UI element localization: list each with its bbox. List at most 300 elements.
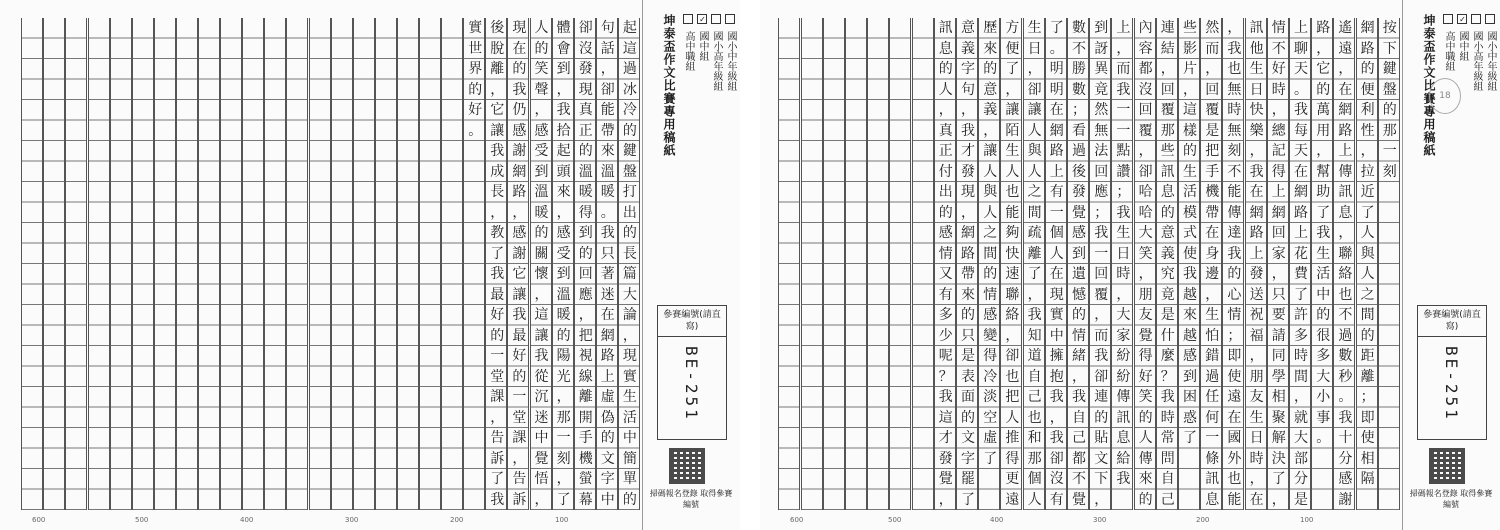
grid-cell-char: 即: [1360, 409, 1375, 426]
grid-cell-char: 我: [512, 307, 527, 323]
grid-cell-char: 脫: [490, 40, 505, 57]
group-option[interactable]: 國小中年級組: [1483, 14, 1497, 91]
grid-cell-char: 是: [1294, 491, 1308, 508]
grid-cell-char: 現: [512, 20, 527, 36]
grid-cell-char: 最: [512, 327, 527, 344]
grid-cell-char: 鍵: [622, 143, 637, 159]
entry-number-box[interactable]: [657, 305, 727, 440]
grid-cell-char: 又: [938, 266, 953, 282]
grid-cell-char: ，: [1338, 225, 1353, 241]
grid-cell-char: 路: [1249, 225, 1264, 241]
grid-column: [286, 18, 308, 510]
grid-cell-char: 我: [1049, 430, 1064, 446]
grid-column: [419, 18, 441, 510]
grid-cell-char: ，: [1116, 40, 1131, 57]
grid-cell-char: 使: [1227, 368, 1242, 385]
grid-cell-char: 部: [1294, 450, 1308, 467]
grid-cell-char: 樂: [1249, 122, 1264, 139]
grid-cell-char: 我: [1227, 40, 1242, 57]
grid-cell-char: 之: [983, 225, 998, 241]
grid-cell-char: 的: [622, 225, 637, 241]
scale-mark: 600: [32, 516, 46, 524]
qr-caption: 掃碼報名登錄 取得參賽編號: [649, 489, 733, 509]
grid-cell-char: 然: [1094, 102, 1109, 118]
grid-cell-char: 決: [1271, 450, 1286, 467]
grid-cell-char: 人: [1005, 163, 1020, 180]
grid-cell-char: 的: [938, 61, 953, 77]
grid-cell-char: 我: [1183, 266, 1197, 282]
grid-cell-char: 了: [1316, 204, 1331, 221]
grid-cell-char: 在: [1294, 163, 1308, 180]
grid-cell-char: 有: [1049, 184, 1064, 200]
grid-cell-char: 邊: [1205, 266, 1220, 282]
grid-cell-char: 堂: [490, 368, 505, 385]
grid-cell-char: 我: [961, 122, 975, 139]
grid-cell-char: 我: [1316, 225, 1331, 241]
checkbox-icon[interactable]: [1485, 14, 1495, 24]
grid-cell-char: 幫: [1316, 163, 1331, 180]
grid-cell-char: 陽: [556, 348, 571, 364]
grid-cell-char: 費: [1294, 266, 1308, 282]
scale-mark: 200: [1196, 516, 1210, 524]
grid-cell-char: 關: [534, 245, 549, 262]
grid-cell-char: 一: [490, 348, 505, 364]
grid-cell-char: ，: [1049, 409, 1064, 426]
grid-cell-char: 快: [1249, 102, 1264, 118]
grid-cell-char: 在: [1249, 184, 1264, 200]
grid-cell-char: ，: [622, 327, 637, 344]
grid-cell-char: 不: [1072, 40, 1086, 57]
grid-cell-char: ，: [578, 307, 593, 323]
grid-cell-char: 。: [1316, 430, 1331, 446]
grid-cell-char: ，: [1138, 143, 1153, 159]
grid-cell-char: 界: [468, 61, 483, 77]
grid-cell-char: ，: [1249, 143, 1264, 159]
grid-cell-char: 我: [490, 143, 505, 159]
checkbox-icon[interactable]: [683, 14, 693, 24]
grid-cell-char: 更: [1005, 471, 1020, 487]
grid-cell-char: 感: [512, 225, 527, 241]
grid-cell-char: 也: [1005, 368, 1020, 385]
grid-cell-char: 現: [1049, 286, 1064, 303]
group-option[interactable]: 國小高年級組: [709, 14, 723, 91]
grid-cell-char: ，: [1294, 389, 1308, 405]
grid-cell-char: 讚: [1116, 163, 1131, 180]
grid-cell-char: 。: [600, 204, 615, 221]
grid-cell-char: 來: [600, 143, 615, 159]
grid-cell-char: 文: [1094, 450, 1109, 467]
grid-cell-char: 十: [1338, 430, 1353, 446]
grid-cell-char: 後: [1072, 163, 1086, 180]
grid-cell-char: 覆: [1205, 102, 1220, 118]
grid-cell-char: 生: [1183, 163, 1197, 180]
grid-cell-char: 沒: [1049, 471, 1064, 487]
grid-cell-char: 不: [1072, 471, 1086, 487]
grid-cell-char: 卻: [1027, 81, 1042, 98]
grid-cell-char: 道: [1027, 348, 1042, 364]
grid-cell-char: 用: [1316, 122, 1331, 139]
entry-number-box[interactable]: [1417, 305, 1487, 440]
group-option[interactable]: 國小中年級組: [723, 14, 737, 91]
grid-cell-char: 請: [1271, 327, 1286, 344]
grid-column: [21, 18, 43, 510]
grid-cell-char: ，: [1138, 266, 1153, 282]
grid-cell-char: 他: [1249, 40, 1264, 57]
entry-number-value: BE-251: [682, 346, 701, 422]
grid-cell-char: 總: [1271, 122, 1286, 139]
grid-cell-char: 緒: [1072, 348, 1086, 364]
grid-cell-char: 事: [1316, 409, 1331, 426]
grid-column: [220, 18, 242, 510]
grid-cell-char: 夠: [1005, 225, 1020, 241]
grid-cell-char: 發: [938, 450, 953, 467]
grid-cell-char: 才: [961, 143, 975, 159]
grid-column: [889, 18, 911, 510]
grid-cell-char: 的: [1094, 409, 1109, 426]
checkbox-checked-icon[interactable]: ✓: [698, 15, 707, 24]
grid-cell-char: 活: [1316, 266, 1331, 282]
grid-cell-char: 任: [1205, 389, 1220, 405]
grid-cell-char: 我: [1227, 245, 1242, 262]
scale-mark: 500: [888, 516, 902, 524]
grid-cell-char: 謝: [512, 245, 527, 262]
grid-cell-char: 訝: [1094, 40, 1109, 57]
grid-cell-char: 己: [1160, 491, 1175, 508]
grid-cell-char: ，: [1027, 61, 1042, 77]
grid-cell-char: 正: [938, 143, 953, 159]
grid-cell-char: 連: [1094, 389, 1109, 405]
grid-cell-char: 教: [490, 225, 505, 241]
qr-code-icon[interactable]: [669, 448, 705, 484]
grid-cell-char: 點: [1116, 143, 1131, 159]
grid-cell-char: 相: [1360, 450, 1375, 467]
grid-cell-char: 天: [1294, 143, 1308, 159]
grid-cell-char: 學: [1271, 368, 1286, 385]
grid-cell-char: 的: [1072, 307, 1086, 323]
grid-cell-char: 也: [1005, 184, 1020, 200]
grid-cell-char: 這: [534, 307, 549, 323]
grid-cell-char: 人: [938, 81, 953, 98]
grid-cell-char: 與: [983, 184, 998, 200]
grid-cell-char: 在: [512, 40, 527, 57]
grid-cell-char: 面: [961, 389, 975, 405]
grid-cell-char: 訊: [1338, 184, 1353, 200]
grid-cell-char: 回: [1160, 81, 1175, 98]
grid-cell-char: 友: [1138, 307, 1153, 323]
grid-cell-char: 付: [938, 163, 953, 180]
grid-cell-char: 網: [1338, 102, 1353, 118]
grid-cell-char: 回: [1205, 81, 1220, 98]
grid-cell-char: 路: [1316, 20, 1331, 36]
grid-column: [132, 18, 154, 510]
grid-cell-char: 上: [1249, 245, 1264, 262]
grid-cell-char: 這: [622, 40, 637, 57]
grid-cell-char: 把: [578, 327, 593, 344]
grid-column: [485, 18, 507, 510]
grid-cell-char: 我: [1116, 204, 1131, 221]
group-option[interactable]: 國小高年級組: [1469, 14, 1483, 91]
checkbox-icon[interactable]: [1471, 14, 1481, 24]
grid-cell-char: 生: [622, 389, 637, 405]
grid-cell-char: 最: [490, 286, 505, 303]
grid-cell-char: 我: [1094, 348, 1109, 364]
writing-grid-right: [778, 18, 1400, 510]
grid-cell-char: 得: [1138, 348, 1153, 364]
grid-cell-char: 生: [1116, 225, 1131, 241]
checkbox-checked-icon[interactable]: ✓: [1458, 15, 1467, 24]
grid-cell-char: 的: [1316, 81, 1331, 98]
grid-cell-char: 的: [512, 61, 527, 77]
grid-cell-char: 祝: [1249, 307, 1264, 323]
grid-cell-char: 的: [1138, 491, 1153, 508]
checkbox-icon[interactable]: [725, 14, 735, 24]
grid-cell-char: 快: [1005, 245, 1020, 262]
grid-cell-char: 刻: [556, 450, 571, 467]
grid-cell-char: 謝: [512, 143, 527, 159]
grid-cell-char: 到: [1094, 20, 1109, 36]
grid-cell-char: 我: [1160, 389, 1175, 405]
grid-cell-char: 無: [1227, 81, 1242, 98]
grid-cell-char: 它: [1316, 61, 1331, 77]
grid-cell-char: 卻: [1005, 348, 1020, 364]
grid-cell-char: 了: [490, 471, 505, 487]
sheet-gap: [740, 0, 760, 530]
grid-column: [1111, 18, 1133, 510]
grid-cell-char: 過: [622, 61, 637, 77]
grid-cell-char: 實: [1049, 307, 1064, 323]
grid-cell-char: 也: [1027, 409, 1042, 426]
grid-cell-char: 一: [1116, 122, 1131, 139]
grid-cell-char: 利: [1360, 102, 1375, 118]
grid-cell-char: 盤: [622, 163, 637, 180]
grid-cell-char: 冷: [622, 102, 637, 118]
grid-cell-char: 讓: [534, 327, 549, 344]
grid-cell-char: 也: [1227, 471, 1242, 487]
grid-cell-char: 來: [556, 184, 571, 200]
grid-cell-char: 遠: [1338, 40, 1353, 57]
grid-cell-char: 生: [1005, 143, 1020, 159]
grid-cell-char: 網: [600, 327, 615, 344]
grid-column: [198, 18, 220, 510]
grid-cell-char: 有: [938, 286, 953, 303]
grid-cell-char: 好: [490, 307, 505, 323]
grid-cell-char: 沒: [578, 40, 593, 57]
qr-code-icon[interactable]: [1429, 448, 1465, 484]
grid-cell-char: 那: [1382, 122, 1397, 139]
grid-cell-char: 帶: [1205, 204, 1220, 221]
grid-cell-char: 哈: [1138, 204, 1153, 221]
grid-cell-char: 下: [1094, 471, 1109, 487]
grid-cell-char: 連: [1160, 20, 1175, 36]
grid-column: [1333, 18, 1355, 510]
grid-column: [353, 18, 375, 510]
grid-cell-char: 冷: [983, 368, 998, 385]
entry-number-value: BE-251: [1442, 346, 1461, 422]
grid-cell-char: 感: [512, 122, 527, 139]
grid-cell-char: 有: [1049, 491, 1064, 508]
grid-cell-char: 方: [1005, 20, 1020, 36]
grid-cell-char: 情: [1227, 307, 1242, 323]
grid-cell-char: 訊: [938, 20, 953, 36]
grid-cell-char: 空: [983, 409, 998, 426]
grid-cell-char: 上: [600, 368, 615, 385]
checkbox-icon[interactable]: [711, 14, 721, 24]
grid-cell-char: 了: [961, 491, 975, 508]
grid-cell-char: 個: [1049, 225, 1064, 241]
grid-cell-char: 意: [983, 81, 998, 98]
grid-cell-char: 冰: [622, 81, 637, 98]
grid-cell-char: ，: [534, 102, 549, 118]
grid-cell-char: 是: [1160, 307, 1175, 323]
grid-cell-char: 覺: [1072, 204, 1086, 221]
grid-cell-char: 記: [1271, 143, 1286, 159]
group-option[interactable]: 高中職組: [1441, 14, 1455, 91]
grid-cell-char: 錯: [1205, 348, 1220, 364]
grid-cell-char: 大: [1138, 225, 1153, 241]
grid-cell-char: 到: [1183, 368, 1197, 385]
grid-cell-char: 感: [983, 307, 998, 323]
group-options: [681, 14, 737, 113]
grid-cell-char: ，: [938, 491, 953, 508]
grid-cell-char: 長: [622, 245, 637, 262]
grid-column: [978, 18, 1000, 510]
grid-cell-char: 日: [1249, 430, 1264, 446]
grid-column: [463, 18, 485, 510]
grid-cell-char: 卻: [1049, 450, 1064, 467]
grid-column: [1311, 18, 1333, 510]
grid-cell-char: 了: [983, 450, 998, 467]
grid-cell-char: ，: [512, 450, 527, 467]
grid-cell-char: 助: [1316, 184, 1331, 200]
group-option[interactable]: ✓ 國中組: [1457, 15, 1468, 62]
grid-cell-char: 聯: [1338, 245, 1353, 262]
scale-mark: 300: [345, 516, 359, 524]
group-option[interactable]: 高中職組: [681, 14, 695, 91]
grid-cell-char: 日: [1116, 245, 1131, 262]
grid-cell-char: 讓: [512, 286, 527, 303]
grid-cell-char: 只: [961, 327, 975, 344]
grid-cell-char: 一: [1049, 204, 1064, 221]
grid-cell-char: 時: [1249, 450, 1264, 467]
grid-cell-char: 生: [1249, 409, 1264, 426]
grid-cell-char: ，: [512, 204, 527, 221]
grid-cell-char: 竟: [1160, 286, 1175, 303]
grid-cell-char: 虛: [600, 389, 615, 405]
grid-cell-char: 在: [1049, 266, 1064, 282]
grid-cell-char: 回: [1094, 163, 1109, 180]
grid-cell-char: 上: [1294, 20, 1308, 36]
grid-column: [176, 18, 198, 510]
grid-cell-char: 些: [1160, 143, 1175, 159]
grid-cell-char: 會: [556, 40, 571, 57]
grid-cell-char: 覺: [938, 471, 953, 487]
manuscript-page-left: [0, 0, 740, 530]
scale-mark: 600: [790, 516, 804, 524]
grid-cell-char: 間: [1360, 307, 1375, 323]
grid-cell-char: 溫: [534, 184, 549, 200]
group-option[interactable]: ✓ 國中組: [697, 15, 708, 62]
grid-cell-char: 與: [1360, 245, 1375, 262]
grid-cell-char: 的: [534, 40, 549, 57]
grid-cell-char: 自: [1160, 471, 1175, 487]
grid-cell-char: ；: [1094, 204, 1109, 221]
grid-cell-char: 網: [1049, 122, 1064, 139]
grid-cell-char: 遙: [1338, 20, 1353, 36]
grid-cell-char: 這: [938, 409, 953, 426]
grid-cell-char: 離: [1027, 245, 1042, 262]
grid-cell-char: 我: [1116, 471, 1131, 487]
grid-cell-char: 都: [1138, 61, 1153, 77]
grid-cell-char: 多: [1316, 348, 1331, 364]
grid-cell-char: 到: [578, 225, 593, 241]
grid-cell-char: 情: [1072, 327, 1086, 344]
grid-cell-char: 人: [1027, 122, 1042, 139]
grid-cell-char: 虛: [983, 430, 998, 446]
grid-cell-char: ，: [534, 491, 549, 508]
scale-mark: 100: [555, 516, 569, 524]
grid-cell-char: 人: [1049, 245, 1064, 262]
grid-cell-char: 在: [1205, 225, 1220, 241]
grid-cell-char: 讓: [1005, 102, 1020, 118]
grid-cell-char: 人: [1360, 266, 1375, 282]
grid-cell-char: 堂: [512, 409, 527, 426]
grid-cell-char: 分: [1338, 450, 1353, 467]
grid-column: [1045, 18, 1067, 510]
grid-cell-char: 貼: [1094, 430, 1109, 446]
qr-caption: 掃碼報名登錄 取得參賽編號: [1409, 489, 1493, 509]
grid-cell-char: ，: [490, 81, 505, 98]
grid-cell-char: 一: [1116, 102, 1131, 118]
grid-cell-char: 數: [1072, 20, 1086, 36]
grid-cell-char: 好: [468, 102, 483, 118]
grid-cell-char: 鍵: [1382, 61, 1397, 77]
grid-cell-char: 字: [961, 450, 975, 467]
grid-cell-char: 間: [983, 245, 998, 262]
grid-cell-char: 沒: [1138, 81, 1153, 98]
grid-cell-char: 就: [1294, 409, 1308, 426]
grid-cell-char: 那: [1160, 122, 1175, 139]
scale-mark: 400: [990, 516, 1004, 524]
grid-cell-char: 的: [622, 491, 637, 508]
grid-cell-char: 來: [1183, 307, 1197, 323]
grid-cell-char: 我: [534, 348, 549, 364]
grid-cell-char: ，: [1316, 40, 1331, 57]
grid-column: [574, 18, 596, 510]
grid-cell-char: 後: [490, 20, 505, 36]
grid-cell-char: 好: [1271, 61, 1286, 77]
grid-cell-char: 意: [1160, 225, 1175, 241]
grid-cell-char: 每: [1294, 122, 1308, 139]
grid-cell-char: ，: [1183, 81, 1197, 98]
grid-cell-char: 來: [983, 40, 998, 57]
grid-cell-char: 朋: [1138, 286, 1153, 303]
grid-cell-char: 絡: [1338, 266, 1353, 282]
grid-cell-char: 生: [1316, 245, 1331, 262]
grid-cell-char: 字: [600, 471, 615, 487]
grid-cell-char: 解: [1271, 430, 1286, 446]
grid-cell-char: 感: [1183, 348, 1197, 364]
grid-cell-char: 究: [1160, 266, 1175, 282]
grid-cell-char: 異: [1094, 61, 1109, 77]
grid-cell-char: 一: [512, 389, 527, 405]
grid-cell-char: 帶: [600, 122, 615, 139]
grid-cell-char: 的: [1138, 409, 1153, 426]
grid-cell-char: 這: [1183, 102, 1197, 118]
scale-mark: 500: [135, 516, 149, 524]
checkbox-icon[interactable]: [1443, 14, 1453, 24]
grid-cell-char: 友: [1249, 389, 1264, 405]
grid-cell-char: 沉: [534, 389, 549, 405]
